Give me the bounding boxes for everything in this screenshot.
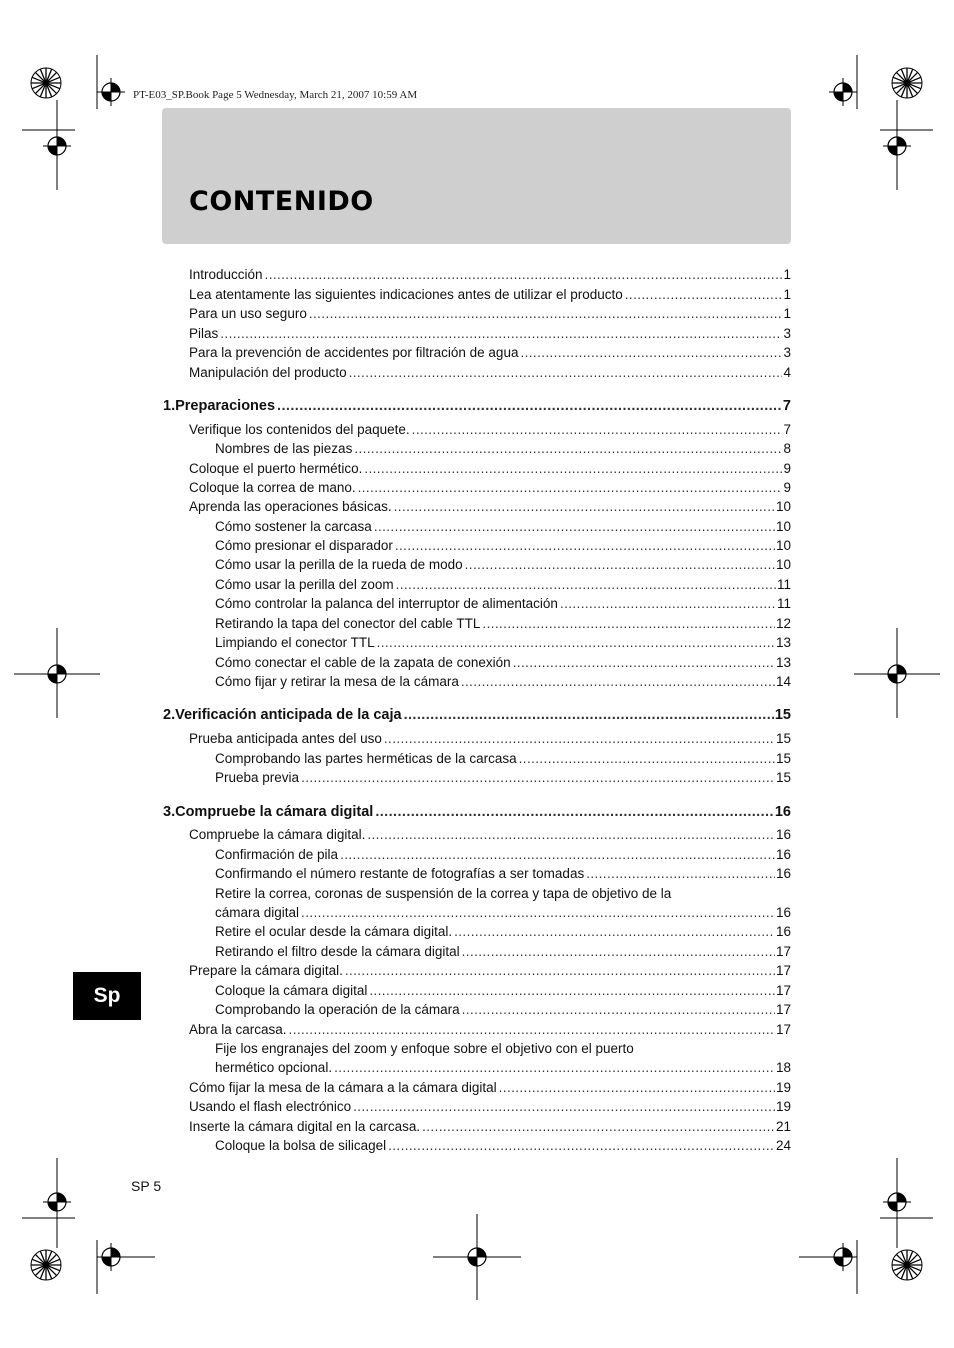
toc-chapter-3[interactable] xyxy=(163,803,791,822)
toc-leader xyxy=(396,575,776,594)
toc-leader xyxy=(340,845,775,864)
toc-entry-label: Lea atentamente las siguientes indicaciones antes de utilizar el producto xyxy=(189,287,623,302)
toc-entry-label: cámara digital xyxy=(215,905,300,920)
toc-leader xyxy=(586,864,775,883)
toc-entry-label: Cómo sostener la carcasa xyxy=(215,519,372,534)
toc-leader xyxy=(334,1058,775,1077)
toc-entry-page: 16 xyxy=(775,924,791,939)
toc-entry[interactable] xyxy=(189,1020,791,1039)
toc-entry-label: Manipulación del producto xyxy=(189,365,347,380)
toc-entry-label: Retire el ocular desde la cámara digital. xyxy=(215,924,453,939)
toc-subentry[interactable] xyxy=(215,439,791,458)
toc-entry-label: Cómo fijar la mesa de la cámara a la cámara digital xyxy=(189,1080,497,1095)
toc-chapter-title: 2.Verificación anticipada de la caja xyxy=(163,707,402,723)
toc-entry[interactable] xyxy=(189,265,791,284)
toc-entry-label: Coloque la cámara digital xyxy=(215,983,368,998)
toc-chapter-title: 3.Compruebe la cámara digital xyxy=(163,804,374,820)
toc-leader xyxy=(354,439,782,458)
toc-subentry[interactable] xyxy=(215,864,791,883)
toc-leader xyxy=(462,942,775,961)
toc-entry-page: 1 xyxy=(783,267,791,282)
toc-entry-label: Cómo presionar el disparador xyxy=(215,538,393,553)
toc-entry-label: Confirmando el número restante de fotografías a ser tomadas xyxy=(215,866,585,881)
toc-subentry[interactable] xyxy=(215,922,791,941)
toc-entry-page: 11 xyxy=(776,577,791,592)
toc-entry-label: Prueba previa xyxy=(215,770,300,785)
toc-subentry[interactable] xyxy=(215,981,791,1000)
toc-entry-page: 16 xyxy=(775,905,791,920)
toc-entry-page: 16 xyxy=(775,847,791,862)
toc-entry-page: 4 xyxy=(783,365,791,380)
toc-leader xyxy=(369,981,775,1000)
toc-subentry[interactable] xyxy=(215,575,791,594)
toc-entry-label: Cómo usar la perilla de la rueda de modo xyxy=(215,557,463,572)
toc-leader xyxy=(454,922,775,941)
toc-chapter-title: 1.Preparaciones xyxy=(163,398,276,414)
toc-entry-label: Aprenda las operaciones básicas. xyxy=(189,499,392,514)
toc-subentry[interactable] xyxy=(215,633,791,652)
toc-chapter-2[interactable] xyxy=(163,706,791,725)
toc-entry[interactable] xyxy=(189,363,791,382)
toc-entry-label: Prepare la cámara digital. xyxy=(189,963,343,978)
toc-entry-label: Comprobando la operación de la cámara xyxy=(215,1002,460,1017)
language-tab-label: Sp xyxy=(93,984,121,1007)
toc-entry-label: Retirando el filtro desde la cámara digital xyxy=(215,944,460,959)
toc-leader xyxy=(520,343,782,362)
toc-entry-page: 9 xyxy=(783,461,791,476)
toc-entry[interactable] xyxy=(189,825,791,844)
toc-entry-page: 17 xyxy=(775,983,791,998)
toc-leader xyxy=(499,1078,775,1097)
toc-entry[interactable] xyxy=(189,478,791,497)
toc-entry-label: Prueba anticipada antes del uso xyxy=(189,731,382,746)
toc-entry-label: Pilas xyxy=(189,326,219,341)
toc-leader xyxy=(374,517,775,536)
toc-entry-page: 24 xyxy=(775,1138,791,1153)
toc-entry-label: Usando el flash electrónico xyxy=(189,1099,352,1114)
toc-subentry[interactable] xyxy=(215,1136,791,1155)
toc-leader xyxy=(388,1136,775,1155)
toc-subentry[interactable] xyxy=(215,672,791,691)
toc-subentry[interactable] xyxy=(215,653,791,672)
language-tab xyxy=(73,972,141,1020)
toc-entry-page: 12 xyxy=(775,616,791,631)
toc-entry-label: Comprobando las partes herméticas de la carcasa xyxy=(215,751,517,766)
toc-entry[interactable] xyxy=(189,304,791,323)
toc-leader xyxy=(404,706,774,725)
toc-entry-label: Inserte la cámara digital en la carcasa. xyxy=(189,1119,421,1134)
toc-entry-label: Abra la carcasa. xyxy=(189,1022,287,1037)
toc-leader xyxy=(353,1097,775,1116)
toc-entry-label: Para la prevención de accidentes por filtración de agua xyxy=(189,345,519,360)
toc-entry-page: 3 xyxy=(783,345,791,360)
toc-entry[interactable] xyxy=(189,459,791,478)
toc-entry-page: 11 xyxy=(776,596,791,611)
toc-leader xyxy=(394,497,775,516)
toc-subentry[interactable] xyxy=(215,845,791,864)
toc-entry-page: 21 xyxy=(775,1119,791,1134)
toc-leader xyxy=(377,633,775,652)
toc-entry[interactable] xyxy=(189,1097,791,1116)
toc-subentry[interactable] xyxy=(215,768,791,787)
toc-entry-page: 15 xyxy=(775,731,791,746)
toc-leader xyxy=(560,594,776,613)
toc-subentry[interactable] xyxy=(215,749,791,768)
toc-entry-page: 17 xyxy=(775,1022,791,1037)
toc-entry-label: Coloque la bolsa de silicagel xyxy=(215,1138,387,1153)
toc-subentry[interactable] xyxy=(215,594,791,613)
toc-leader xyxy=(345,961,775,980)
toc-entry-page: 9 xyxy=(783,480,791,495)
toc-subentry-line-1[interactable] xyxy=(215,1039,791,1058)
toc-entry-label: Cómo controlar la palanca del interruptor de alimentación xyxy=(215,596,558,611)
toc-leader xyxy=(349,363,783,382)
toc-leader xyxy=(461,672,775,691)
toc-entry[interactable] xyxy=(189,497,791,516)
toc-entry-page: 15 xyxy=(775,751,791,766)
toc-entry-page: 10 xyxy=(775,519,791,534)
toc-leader xyxy=(412,420,783,439)
toc-chapter-page: 15 xyxy=(774,707,791,723)
toc-leader xyxy=(513,653,775,672)
toc-entry[interactable] xyxy=(189,285,791,304)
toc-leader xyxy=(265,265,783,284)
toc-subentry[interactable] xyxy=(215,517,791,536)
toc-entry-page: 15 xyxy=(775,770,791,785)
toc-chapter-1[interactable] xyxy=(163,397,791,416)
toc-entry-label: Confirmación de pila xyxy=(215,847,339,862)
toc-entry-page: 3 xyxy=(783,326,791,341)
toc-entry-label: Nombres de las piezas xyxy=(215,441,353,456)
toc-leader xyxy=(462,1000,775,1019)
toc-entry-label: Fije los engranajes del zoom y enfoque sobre el objetivo con el puerto xyxy=(215,1041,634,1056)
toc-leader xyxy=(482,614,775,633)
toc-entry-page: 7 xyxy=(783,422,791,437)
toc-entry-label: hermético opcional. xyxy=(215,1060,333,1075)
toc-entry-page: 1 xyxy=(783,287,791,302)
toc-entry-page: 17 xyxy=(775,944,791,959)
toc-leader xyxy=(384,729,775,748)
toc-entry[interactable] xyxy=(189,1117,791,1136)
toc-leader xyxy=(465,555,775,574)
toc-leader xyxy=(375,803,774,822)
toc-entry-page: 10 xyxy=(775,557,791,572)
toc-entry-page: 14 xyxy=(775,674,791,689)
toc-entry-label: Introducción xyxy=(189,267,263,282)
toc-entry-label: Retire la correa, coronas de suspensión de la correa y tapa de objetivo de la xyxy=(215,886,672,901)
toc-entry-page: 1 xyxy=(783,306,791,321)
toc-leader xyxy=(289,1020,775,1039)
toc-leader xyxy=(519,749,775,768)
page-number: SP 5 xyxy=(131,1178,162,1194)
toc-entry-page: 19 xyxy=(775,1099,791,1114)
toc-entry-label: Coloque la correa de mano. xyxy=(189,480,356,495)
toc-leader xyxy=(220,324,782,343)
toc-leader xyxy=(364,459,782,478)
print-header: PT-E03_SP.Book Page 5 Wednesday, March 21, 2007 10:59 AM xyxy=(133,89,418,101)
toc-entry-label: Cómo conectar el cable de la zapata de conexión xyxy=(215,655,511,670)
toc-entry[interactable] xyxy=(189,324,791,343)
toc-leader xyxy=(358,478,783,497)
toc-entry-page: 10 xyxy=(775,499,791,514)
toc-subentry[interactable] xyxy=(215,614,791,633)
toc-leader xyxy=(277,397,782,416)
toc-chapter-page: 16 xyxy=(774,804,791,820)
toc-subentry-line-1[interactable] xyxy=(215,884,791,903)
toc-entry[interactable] xyxy=(189,343,791,362)
toc-entry-label: Retirando la tapa del conector del cable TTL xyxy=(215,616,481,631)
toc-entry-page: 19 xyxy=(775,1080,791,1095)
toc-leader xyxy=(301,768,775,787)
toc-entry-page: 16 xyxy=(775,827,791,842)
toc-leader xyxy=(367,825,775,844)
toc-subentry[interactable] xyxy=(215,942,791,961)
toc-entry-page: 13 xyxy=(775,655,791,670)
toc-entry[interactable] xyxy=(189,420,791,439)
toc-entry-label: Para un uso seguro xyxy=(189,306,307,321)
toc-entry-label: Compruebe la cámara digital. xyxy=(189,827,366,842)
toc-entry-page: 8 xyxy=(783,441,791,456)
toc-entry-label: Cómo usar la perilla del zoom xyxy=(215,577,394,592)
toc-entry[interactable] xyxy=(189,961,791,980)
toc-leader xyxy=(301,903,775,922)
toc-leader xyxy=(309,304,783,323)
toc-entry[interactable] xyxy=(189,729,791,748)
toc-subentry[interactable] xyxy=(215,1058,791,1077)
toc-entry-label: Coloque el puerto hermético. xyxy=(189,461,363,476)
toc-subentry[interactable] xyxy=(215,555,791,574)
toc-entry-page: 17 xyxy=(775,963,791,978)
toc-entry-label: Verifique los contenidos del paquete. xyxy=(189,422,410,437)
toc-entry-page: 13 xyxy=(775,635,791,650)
toc-entry-page: 18 xyxy=(775,1060,791,1075)
toc-chapter-page: 7 xyxy=(782,398,791,414)
toc-entry-page: 16 xyxy=(775,866,791,881)
toc-entry-label: Cómo fijar y retirar la mesa de la cámara xyxy=(215,674,459,689)
toc-leader xyxy=(422,1117,775,1136)
toc-entry-label: Limpiando el conector TTL xyxy=(215,635,375,650)
toc-subentry[interactable] xyxy=(215,1000,791,1019)
page-title: CONTENIDO xyxy=(189,186,374,217)
toc-entry-page: 17 xyxy=(775,1002,791,1017)
toc-subentry[interactable] xyxy=(215,903,791,922)
toc-leader xyxy=(395,536,775,555)
toc-leader xyxy=(625,285,783,304)
toc-entry[interactable] xyxy=(189,1078,791,1097)
toc-subentry[interactable] xyxy=(215,536,791,555)
toc-entry-page: 10 xyxy=(775,538,791,553)
